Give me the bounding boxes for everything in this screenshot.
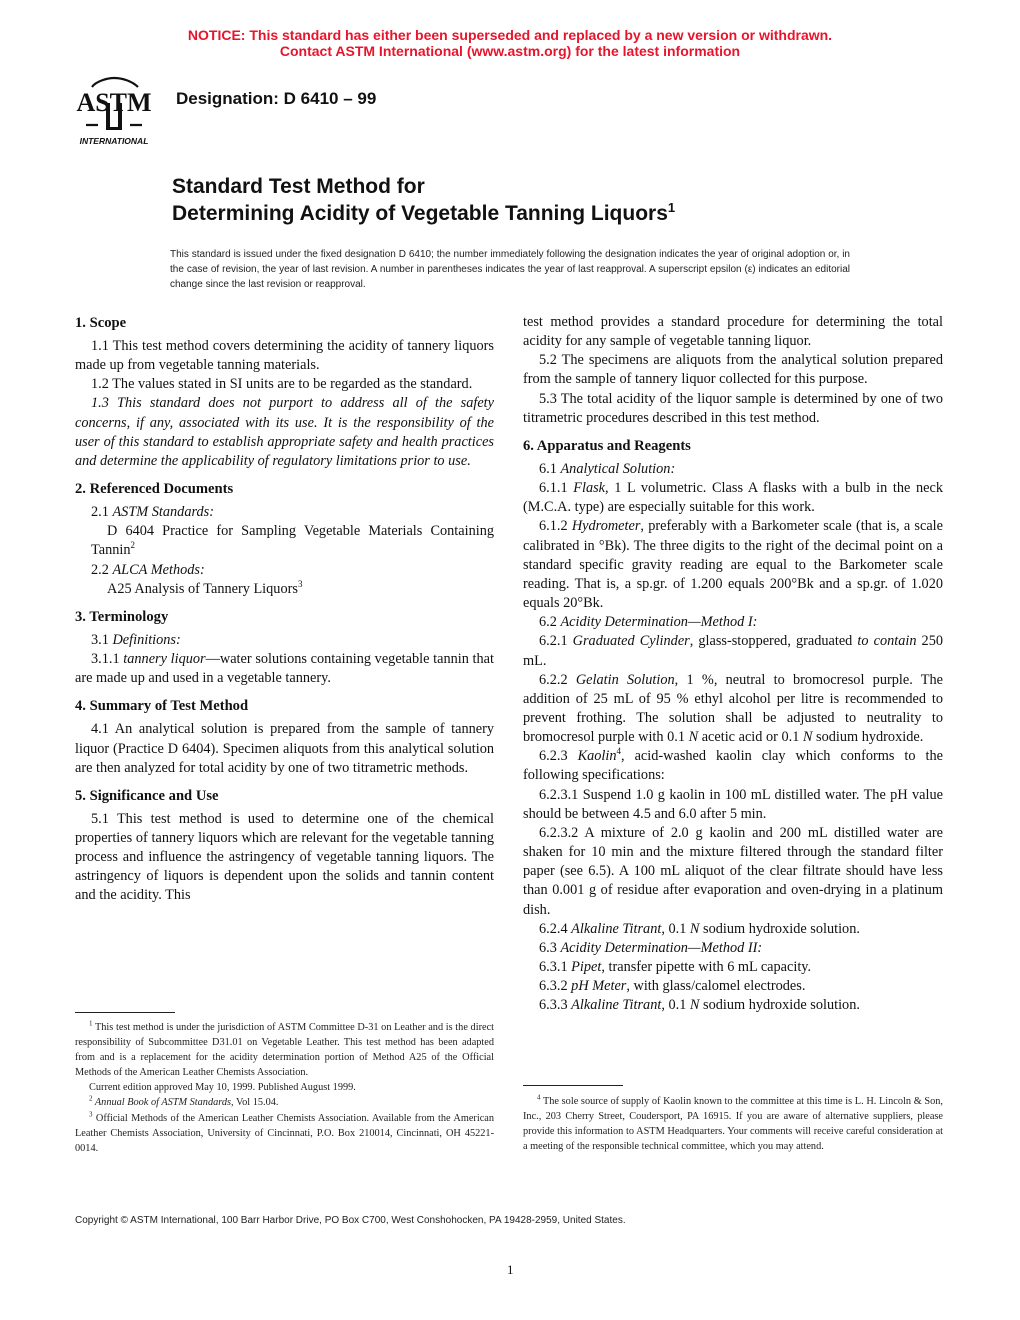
paragraph: 3.1.1 tannery liquor—water solutions containing vegetable tannin that are made up and used in a vegetable tannery. <box>75 651 494 687</box>
title-line-2 <box>172 200 675 227</box>
footnotes-left <box>75 1020 494 1156</box>
section-terminology <box>75 607 494 688</box>
section-referenced-documents <box>75 479 494 599</box>
logo-subtext: INTERNATIONAL <box>79 136 149 146</box>
paragraph: 6.2.3.1 Suspend 1.0 g kaolin in 100 mL distilled water. The pH value should be between 4.5 and 6.0 after 5 min. <box>523 786 943 822</box>
section-scope <box>75 313 494 471</box>
paragraph: 6.3 Acidity Determination—Method II: <box>539 939 763 956</box>
title-footnote-ref: 1 <box>667 200 676 215</box>
footnote: $^1$ This test method is under the jurisdiction of ASTM Committee D-31 on Leather and is the direct responsibility of Subcommittee D31.01 on Vegetable Leather. This test method has been adapted from and is a replacement for the acidity determination portion of Method A25 of the Official Methods of the American Leather Chemists Association. <box>75 1019 494 1079</box>
paragraph: 1.3 This standard does not purport to address all of the safety concerns, if any, associated with its use. It is the responsibility of the user of this standard to establish appropriate safety and health practices and determine the applicability of regulatory limitations prior to use. <box>75 395 494 469</box>
paragraph: 1.2 The values stated in SI units are to be regarded as the standard. <box>91 376 473 393</box>
footnotes-right <box>523 1094 943 1154</box>
footnote-divider <box>523 1085 623 1086</box>
paragraph: 6.3.2 pH Meter, with glass/calomel electrodes. <box>539 978 806 995</box>
standard-intro: This standard is issued under the fixed designation D 6410; the number immediately following the designation indicates the year of original adoption or, in the case of revision, the year of last revision. A number in parentheses indicates the year of last reapproval. A superscript epsilon (ε) indicates an editorial change since the last revision or reapproval. <box>170 249 850 290</box>
paragraph: 6.3.1 Pipet, transfer pipette with 6 mL capacity. <box>539 959 812 975</box>
paragraph: 2.2 ALCA Methods: <box>91 561 205 578</box>
paragraph: 2.1 ASTM Standards: <box>91 504 214 521</box>
paragraph: 4.1 An analytical solution is prepared from the sample of tannery liquor (Practice D 6404). Specimen aliquots from this analytical solution are then analyzed for total acidity by one of two titrametric methods. <box>75 721 494 776</box>
paragraph: 6.2.1 Graduated Cylinder, glass-stoppered, graduated to contain 250 mL. <box>523 633 943 669</box>
document-title <box>172 173 675 227</box>
section-heading: 4. Summary of Test Method <box>75 698 249 715</box>
section-significance <box>75 786 494 906</box>
section-heading: 3. Terminology <box>75 608 169 625</box>
section-heading: 1. Scope <box>75 315 127 331</box>
paragraph: 5.2 The specimens are aliquots from the analytical solution prepared from the sample of tannery liquor collected for this purpose. <box>523 352 943 388</box>
paragraph: test method provides a standard procedure for determining the total acidity for any sample of vegetable tanning liquor. <box>523 314 943 350</box>
footnote: Current edition approved May 10, 1999. Published August 1999. <box>89 1082 356 1094</box>
paragraph: 1.1 This test method covers determining the acidity of tannery liquors made up from vegetable tanning materials. <box>75 338 494 374</box>
paragraph: 6.1.1 Flask, 1 L volumetric. Class A flasks with a bulb in the neck (M.C.A. type) are especially suitable for this work. <box>523 480 944 516</box>
paragraph: 3.1 Definitions: <box>91 631 181 648</box>
left-column <box>75 313 494 914</box>
paragraph: 6.2.3 Kaolin$^4$, acid-washed kaolin clay which conforms to the following specifications: <box>523 746 943 784</box>
reference-item: D 6404 Practice for Sampling Vegetable Materials Containing Tannin$^2$ <box>91 523 494 559</box>
paragraph: 6.1 Analytical Solution: <box>539 460 676 477</box>
paragraph: 6.2 Acidity Determination—Method I: <box>539 614 758 631</box>
withdrawal-notice <box>0 27 1020 59</box>
right-column <box>523 313 943 1015</box>
footnote-divider <box>75 1012 175 1013</box>
paragraph: 6.2.3.2 A mixture of 2.0 g kaolin and 200 mL distilled water are shaken for 10 min and the mixture filtered through the standard filter paper (see 6.5). A 100 mL aliquot of the clear filtrate should have less than 0.001 g of residue after evaporation and oven-drying in a platinum dish. <box>523 824 943 918</box>
paragraph: 6.3.3 Alkaline Titrant, 0.1 N sodium hydroxide solution. <box>539 997 860 1014</box>
notice-line-2: Contact ASTM International (www.astm.org) for the latest information <box>279 43 741 59</box>
astm-logo <box>66 75 162 147</box>
paragraph: 6.2.2 Gelatin Solution, 1 %, neutral to bromocresol purple. The addition of 25 mL of 95 % ethyl alcohol per litre is recommended to prevent frothing. The solution shall be adjusted to neutrality to bromocresol purple with 0.1 N acetic acid or 0.1 N sodium hydroxide. <box>523 671 944 746</box>
section-heading: 2. Referenced Documents <box>75 481 234 498</box>
section-heading: 6. Apparatus and Reagents <box>523 437 691 454</box>
section-apparatus <box>523 436 943 1016</box>
paragraph: 6.2.4 Alkaline Titrant, 0.1 N sodium hydroxide solution. <box>539 920 860 937</box>
footnote: $^3$ Official Methods of the American Leather Chemists Association. Available from the American Leather Chemists Association, University of Cincinnati, P.O. Box 210014, Cincinnati, OH 45221-0014. <box>75 1110 494 1154</box>
title-line-2-text: Determining Acidity of Vegetable Tanning Liquors <box>172 202 668 225</box>
title-line-1: Standard Test Method for <box>172 175 425 198</box>
section-summary <box>75 696 494 777</box>
reference-item: A25 Analysis of Tannery Liquors$^3$ <box>107 578 303 597</box>
footnote: $^2$ Annual Book of ASTM Standards, Vol 15.04. <box>89 1095 279 1109</box>
logo-letters: ASTM <box>76 88 152 117</box>
page-number: 1 <box>507 1262 514 1277</box>
copyright-line: Copyright © ASTM International, 100 Barr Harbor Drive, PO Box C700, West Conshohocken, PA 19428-2959, United States. <box>75 1215 626 1226</box>
section-heading: 5. Significance and Use <box>75 787 219 804</box>
footnote: $^4$ The sole source of supply of Kaolin known to the committee at this time is L. H. Lincoln & Son, Inc., 203 Cherry Street, Coudersport, PA 16915. If you are aware of alternative suppliers, please provide this information to ASTM Headquarters. Your comments will receive careful consideration at a meeting of the responsible technical committee, which you may attend. <box>523 1093 943 1153</box>
paragraph: 5.3 The total acidity of the liquor sample is determined by one of two titrametric procedures described in this test method. <box>523 390 943 426</box>
paragraph: 5.1 This test method is used to determine one of the chemical properties of tannery liquors which are relevant for the vegetable tanning process and influence the astringency of vegetable tanning liquors. The astringency of liquors is dependent upon the solids and tannin content and the acidity. This <box>75 810 494 904</box>
notice-line-1: NOTICE: This standard has either been superseded and replaced by a new version or withdrawn. <box>187 27 833 43</box>
paragraph: 6.1.2 Hydrometer, preferably with a Barkometer scale (that is, a scale calibrated in °Bk). The three digits to the right of the decimal point on a standard specific gravity reading are equal to the Barkometer scale reading. That is, a sp.gr. of 1.200 equals 200°Bk and a sp.gr. of 1.020 equals 20°Bk. <box>523 518 943 612</box>
designation: Designation: D 6410 – 99 <box>176 89 377 108</box>
